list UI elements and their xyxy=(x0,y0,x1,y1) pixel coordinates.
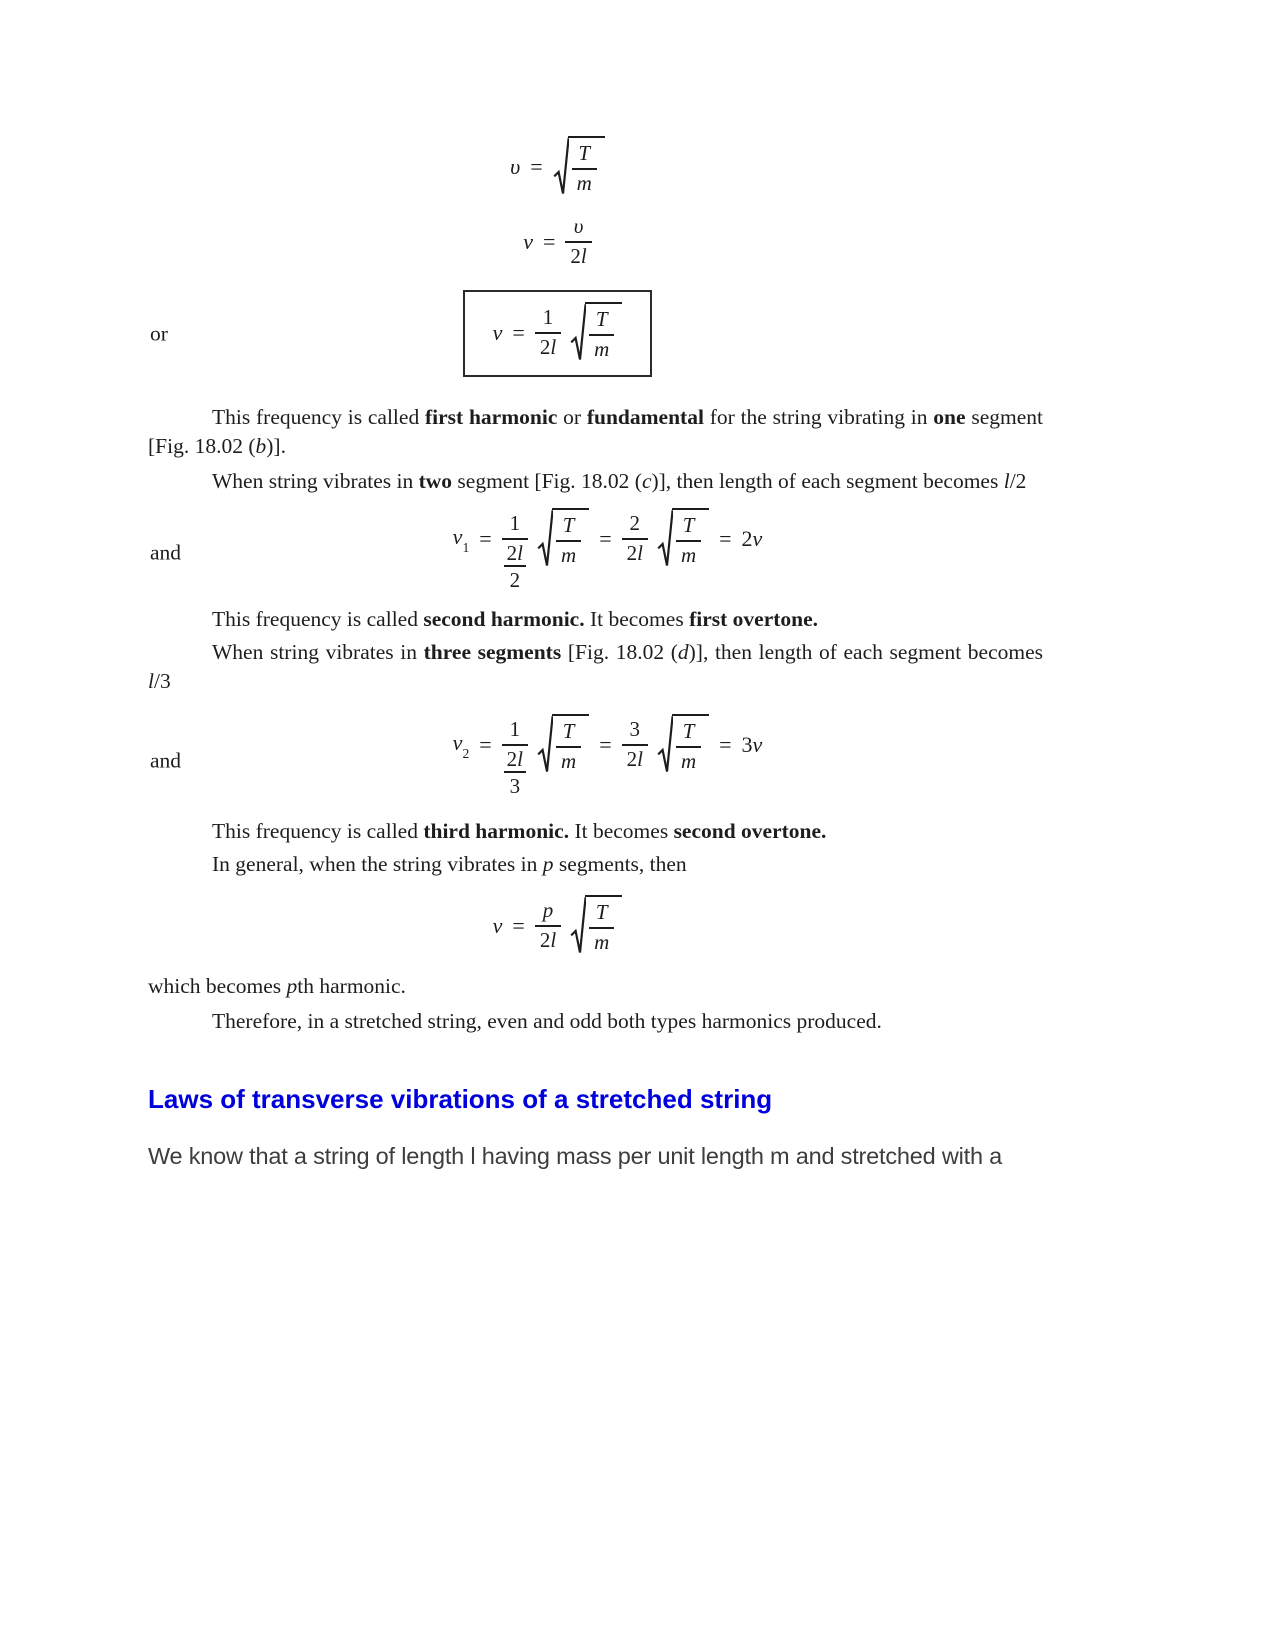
math-symbol xyxy=(535,925,561,953)
math-symbol: T xyxy=(682,719,695,744)
vinculum xyxy=(568,136,605,197)
equals-sign: = xyxy=(599,731,612,757)
math-digit: 1 xyxy=(509,717,521,742)
equation-second-harmonic xyxy=(148,508,1043,597)
equation-label-or: or xyxy=(150,321,168,346)
math-symbol: m xyxy=(589,334,614,362)
fraction xyxy=(535,306,561,359)
fraction xyxy=(572,142,597,195)
paragraph-therefore xyxy=(148,1007,1043,1036)
square-root xyxy=(570,302,622,363)
equals-sign: = xyxy=(530,153,543,179)
paragraph-third-harmonic xyxy=(148,817,1043,846)
text-segment: This frequency is called xyxy=(212,819,424,844)
text-segment: /2 xyxy=(1009,469,1027,494)
vinculum xyxy=(552,508,589,569)
text-segment: Therefore, in a stretched string, even and odd both types harmonics produced. xyxy=(212,1009,882,1034)
math-symbol: m xyxy=(676,540,701,568)
radical-icon xyxy=(537,715,553,774)
math-symbol xyxy=(565,241,591,269)
equals-sign: = xyxy=(512,912,525,938)
radical-icon xyxy=(570,303,586,362)
square-root xyxy=(537,714,589,775)
math-digit: 2 xyxy=(539,334,551,359)
math-symbol: l xyxy=(517,540,524,565)
text-segment: l xyxy=(148,669,154,694)
page-content xyxy=(148,0,1043,1170)
math-symbol: m xyxy=(572,168,597,196)
vinculum xyxy=(672,508,709,569)
text-segment: d xyxy=(677,640,689,665)
math-digit: 2 xyxy=(629,511,641,536)
math-digit: 2 xyxy=(570,243,581,268)
math-digit: 1 xyxy=(542,305,554,330)
fraction xyxy=(676,514,701,567)
text-segment: first overtone. xyxy=(689,607,819,632)
equation-p-segments xyxy=(148,895,1043,956)
boxed-equation xyxy=(463,290,653,377)
math-symbol: l xyxy=(517,746,524,771)
math-symbol: m xyxy=(676,746,701,774)
math-result: 2ν xyxy=(741,525,763,551)
paragraph-two-segments xyxy=(148,467,1043,496)
square-root xyxy=(657,714,709,775)
subscript: 2 xyxy=(462,746,470,762)
math-symbol: m xyxy=(556,540,581,568)
math-symbol: υ xyxy=(573,214,584,239)
nested-fraction xyxy=(502,511,528,593)
radical-icon xyxy=(657,715,673,774)
equation xyxy=(493,895,623,956)
equation-boxed-row xyxy=(148,290,1043,377)
text-segment: )], then length of each segment becomes xyxy=(688,640,1044,665)
math-symbol: m xyxy=(556,746,581,774)
fraction xyxy=(622,718,648,771)
radical-icon xyxy=(537,509,553,568)
text-segment: fundamental xyxy=(586,405,704,430)
text-segment: second overtone. xyxy=(673,819,827,844)
text-segment: one xyxy=(933,405,966,430)
equation-label-and: and xyxy=(150,748,182,773)
vinculum xyxy=(672,714,709,775)
math-symbol: T xyxy=(562,513,575,538)
fraction xyxy=(556,720,581,773)
math-digit: 3 xyxy=(629,717,641,742)
text-segment: first harmonic xyxy=(424,405,558,430)
equals-sign: = xyxy=(719,731,732,757)
text-segment: segment [Fig. 18.02 ( xyxy=(452,469,642,494)
math-symbol: T xyxy=(562,719,575,744)
text-segment: It becomes xyxy=(569,819,674,844)
equation xyxy=(452,714,763,799)
text-segment: second harmonic. xyxy=(423,607,585,632)
math-symbol: p xyxy=(542,898,554,923)
math-digit: 1 xyxy=(509,511,521,536)
nested-fraction xyxy=(502,717,528,799)
text-segment: )]. xyxy=(266,434,286,459)
math-symbol xyxy=(622,538,648,566)
text-segment: segment [Fig. 18.02 ( xyxy=(148,405,1043,459)
math-symbol xyxy=(502,744,528,772)
square-root xyxy=(553,136,605,197)
math-digit: 2 xyxy=(626,746,638,771)
text-segment: In general, when the string vibrates in xyxy=(212,852,543,877)
text-segment: p xyxy=(542,852,554,877)
math-symbol: $\nu_2$ xyxy=(452,729,470,762)
math-result: 3ν xyxy=(741,731,763,757)
equals-sign: = xyxy=(599,525,612,551)
text-segment: three segments xyxy=(423,640,562,665)
equation-label-and: and xyxy=(150,540,182,565)
equals-sign: = xyxy=(543,228,556,254)
radical-icon xyxy=(570,896,586,955)
equals-sign: = xyxy=(719,525,732,551)
math-symbol xyxy=(622,744,648,772)
text-segment: b xyxy=(255,434,267,459)
fraction xyxy=(565,215,591,268)
fraction xyxy=(622,512,648,565)
paragraph-second-harmonic xyxy=(148,605,1043,634)
equals-sign: = xyxy=(479,731,492,757)
fraction xyxy=(535,899,561,952)
math-symbol: l xyxy=(550,334,557,359)
text-segment: third harmonic. xyxy=(423,819,570,844)
text-segment: l xyxy=(1003,469,1010,494)
text-segment: two xyxy=(418,469,453,494)
subscript: 1 xyxy=(462,540,470,556)
equation-wave-speed xyxy=(148,136,1043,197)
math-symbol: l xyxy=(637,746,643,771)
text-segment: segments, then xyxy=(553,852,687,877)
text-segment: th harmonic. xyxy=(297,974,406,999)
fraction xyxy=(556,514,581,567)
fraction xyxy=(676,720,701,773)
fraction xyxy=(589,901,614,954)
equals-sign: = xyxy=(512,319,525,345)
math-symbol: l xyxy=(580,243,587,268)
equals-sign: = xyxy=(479,525,492,551)
text-segment: [Fig. 18.02 ( xyxy=(561,640,678,665)
vinculum xyxy=(585,302,622,363)
equation xyxy=(493,302,623,363)
section-heading-laws: Laws of transverse vibrations of a stretched string xyxy=(148,1084,773,1115)
fraction xyxy=(589,308,614,361)
math-digit: 2 xyxy=(626,540,638,565)
text-segment: When string vibrates in xyxy=(212,640,424,665)
text-segment: /3 xyxy=(153,669,171,694)
radical-icon xyxy=(657,509,673,568)
math-symbol xyxy=(502,538,528,566)
text-segment: This frequency is called xyxy=(212,607,424,632)
radical-icon xyxy=(553,137,569,196)
nested-denominator: 3 xyxy=(504,771,526,799)
math-symbol: ν xyxy=(523,228,533,254)
paragraph-first-harmonic xyxy=(148,403,1043,461)
equation-frequency xyxy=(148,215,1043,268)
equation xyxy=(452,508,763,593)
math-symbol: m xyxy=(589,927,614,955)
math-symbol: T xyxy=(595,307,608,332)
math-symbol: T xyxy=(595,900,608,925)
math-digit: 2 xyxy=(506,540,518,565)
math-symbol: T xyxy=(682,513,695,538)
equation-third-harmonic xyxy=(148,714,1043,807)
text-segment: which becomes xyxy=(148,974,287,999)
paragraph-in-general xyxy=(148,850,1043,879)
text-segment: p xyxy=(286,974,298,999)
square-root xyxy=(657,508,709,569)
vinculum xyxy=(585,895,622,956)
paragraph-three-segments xyxy=(148,638,1043,696)
text-segment: This frequency is called xyxy=(212,405,425,430)
square-root xyxy=(570,895,622,956)
math-digit: 2 xyxy=(506,746,518,771)
vinculum xyxy=(552,714,589,775)
equation xyxy=(523,215,592,268)
math-symbol: $\nu_1$ xyxy=(452,523,470,556)
math-symbol: T xyxy=(578,141,591,165)
equation xyxy=(510,136,605,197)
text-segment: or xyxy=(557,405,587,430)
math-symbol: ν xyxy=(492,319,503,345)
square-root xyxy=(537,508,589,569)
text-segment: It becomes xyxy=(584,607,690,632)
text-segment: for the string vibrating in xyxy=(703,405,934,430)
text-segment: c xyxy=(641,469,652,494)
math-symbol: ν xyxy=(492,912,503,938)
paragraph-pth-harmonic xyxy=(148,972,1043,1001)
text-segment: )], then length of each segment becomes xyxy=(651,469,1004,494)
math-symbol xyxy=(535,332,561,360)
nested-denominator: 2 xyxy=(504,565,526,593)
math-digit: 2 xyxy=(539,927,551,952)
paragraph-we-know: We know that a string of length l having mass per unit length m and stretched with a xyxy=(148,1143,1003,1170)
text-segment: When string vibrates in xyxy=(212,469,419,494)
math-symbol: l xyxy=(550,927,557,952)
math-symbol: l xyxy=(637,540,643,565)
math-symbol: υ xyxy=(510,153,521,179)
